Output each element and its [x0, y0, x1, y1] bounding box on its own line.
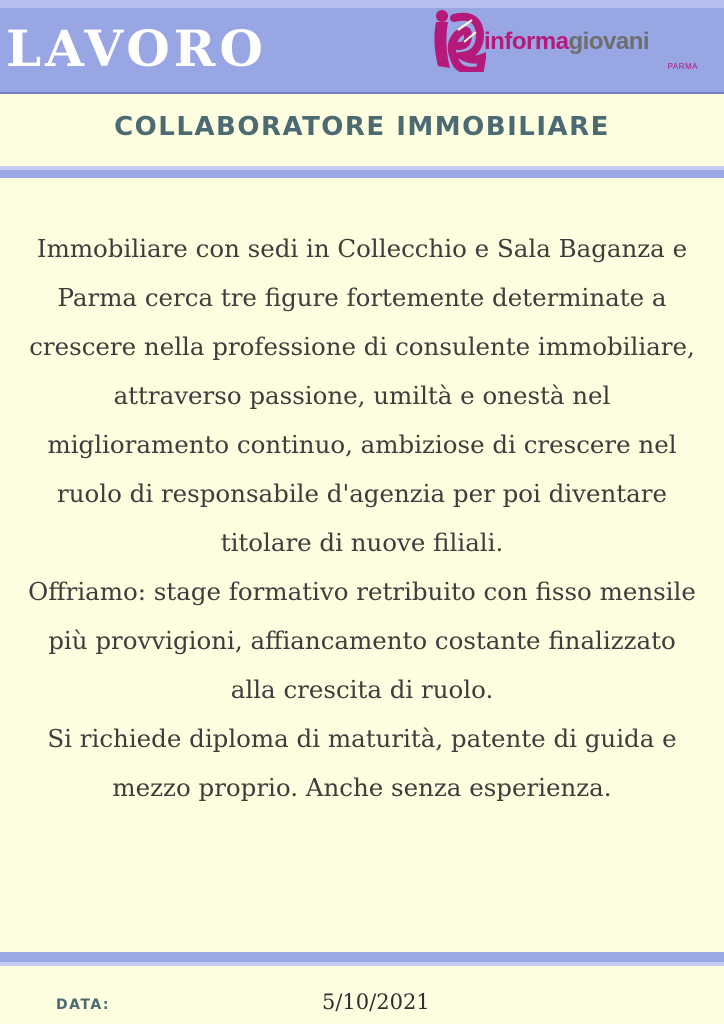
category-title: LAVORO	[6, 19, 267, 78]
job-description-paragraph: Immobiliare con sedi in Collecchio e Sala Baganza e Parma cerca tre figure fortemente determinate a crescere nella professione di consulente immobiliare, attraverso passione, umiltà e onestà nel miglioramento continuo, ambiziose di crescere nel ruolo di responsabile d'agenzia per poi diventare titolare di nuove filiali.	[29, 234, 695, 557]
header-banner	[0, 0, 724, 94]
logo-wordmark-part2: giovani	[568, 28, 650, 55]
ig-logo-icon	[428, 8, 486, 72]
logo-city: PARMA	[667, 62, 698, 71]
bottom-divider-band	[0, 952, 724, 966]
logo-wordmark	[484, 30, 649, 54]
date-label: DATA:	[56, 997, 111, 1013]
job-description	[22, 224, 702, 812]
informagiovani-logo	[428, 8, 718, 76]
date-value: 5/10/2021	[322, 990, 430, 1014]
job-title: COLLABORATORE IMMOBILIARE	[114, 112, 610, 142]
top-divider-band	[0, 166, 724, 178]
job-offer-paragraph: Offriamo: stage formativo retribuito con fisso mensile più provvigioni, affiancamento costante finalizzato alla crescita di ruolo.	[28, 577, 696, 704]
top-divider-highlight	[0, 166, 724, 170]
bottom-divider-highlight	[0, 962, 724, 966]
logo-wordmark-part1: informa	[484, 28, 569, 55]
header-stripe	[0, 0, 724, 8]
job-requirements-paragraph: Si richiede diploma di maturità, patente di guida e mezzo proprio. Anche senza esperienza.	[47, 724, 677, 802]
